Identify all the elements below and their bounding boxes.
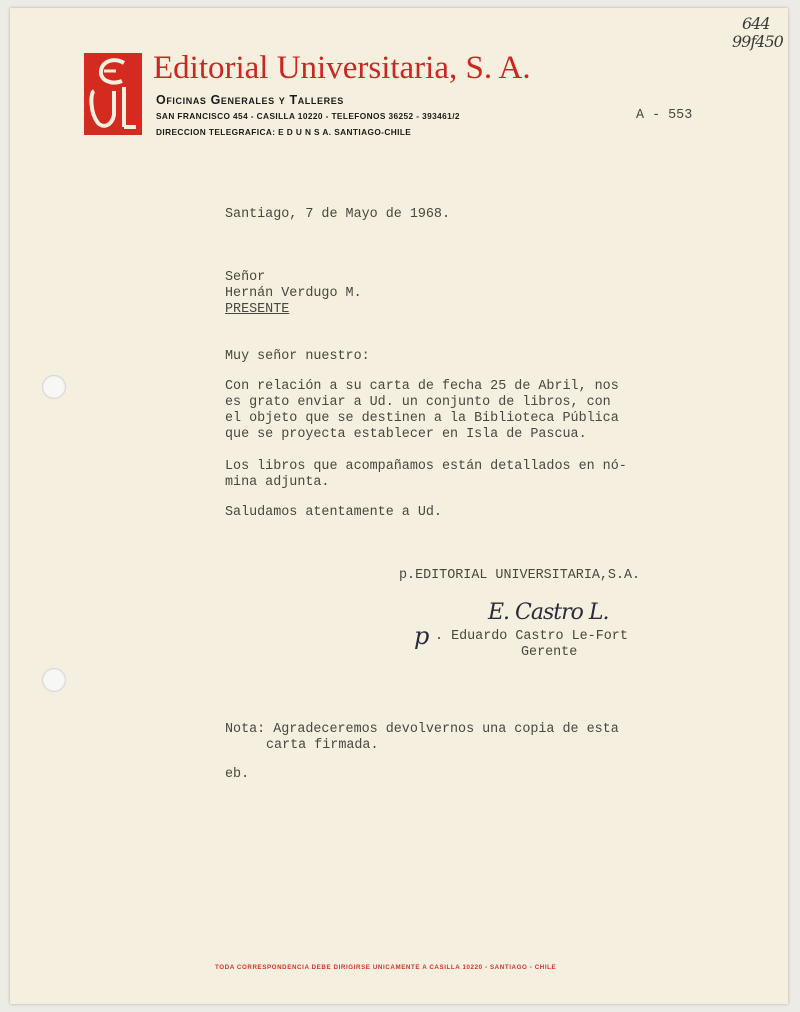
paragraph-line: que se proyecta establecer en Isla de Pascua.: [225, 427, 587, 442]
note-line: carta firmada.: [266, 738, 379, 753]
address-line: SAN FRANCISCO 454 - CASILLA 10220 - TELEFONOS 36252 - 393461/2: [156, 111, 460, 121]
reference-number: A - 553: [636, 108, 693, 123]
punch-hole-bottom: [42, 668, 66, 692]
company-name: Editorial Universitaria, S. A.: [153, 50, 531, 86]
typist-initials: eb.: [225, 767, 250, 782]
handwritten-signature: E. Castro L.: [488, 600, 609, 625]
publisher-logo: [84, 53, 142, 135]
archive-code: 99f450: [732, 32, 783, 51]
punch-hole-top: [42, 375, 66, 399]
presente-label: PRESENTE: [225, 302, 290, 317]
signature-company: p.EDITORIAL UNIVERSITARIA,S.A.: [399, 568, 641, 583]
logo-mark-icon: [84, 53, 142, 135]
signer-name: . Eduardo Castro Le-Fort: [435, 629, 628, 644]
paragraph-line: el objeto que se destinen a la Biblioteca Pública: [225, 411, 619, 426]
letter-date: Santiago, 7 de Mayo de 1968.: [225, 207, 450, 222]
paragraph-line: Los libros que acompañamos están detallados en nó-: [225, 459, 627, 474]
signer-title: Gerente: [521, 645, 578, 660]
greeting: Muy señor nuestro:: [225, 349, 370, 364]
paragraph-line: es grato enviar a Ud. un conjunto de libros, con: [225, 395, 611, 410]
recipient-name: Hernán Verdugo M.: [225, 286, 362, 301]
archive-number: 644: [742, 14, 770, 33]
paragraph-line: Con relación a su carta de fecha 25 de Abril, nos: [225, 379, 619, 394]
paragraph-line: mina adjunta.: [225, 475, 330, 490]
footer-address: TODA CORRESPONDENCIA DEBE DIRIGIRSE UNICAMENTE A CASILLA 10220 - SANTIAGO - CHILE: [215, 964, 557, 971]
telegraph-line: DIRECCION TELEGRAFICA: E D U N S A. SANTIAGO-CHILE: [156, 127, 412, 137]
handwritten-p: p: [414, 622, 430, 650]
closing: Saludamos atentamente a Ud.: [225, 505, 442, 520]
note-line: Nota: Agradeceremos devolvernos una copia de esta: [225, 722, 619, 737]
salutation-title: Señor: [225, 270, 266, 285]
offices-line: Oficinas Generales y Talleres: [156, 93, 344, 107]
